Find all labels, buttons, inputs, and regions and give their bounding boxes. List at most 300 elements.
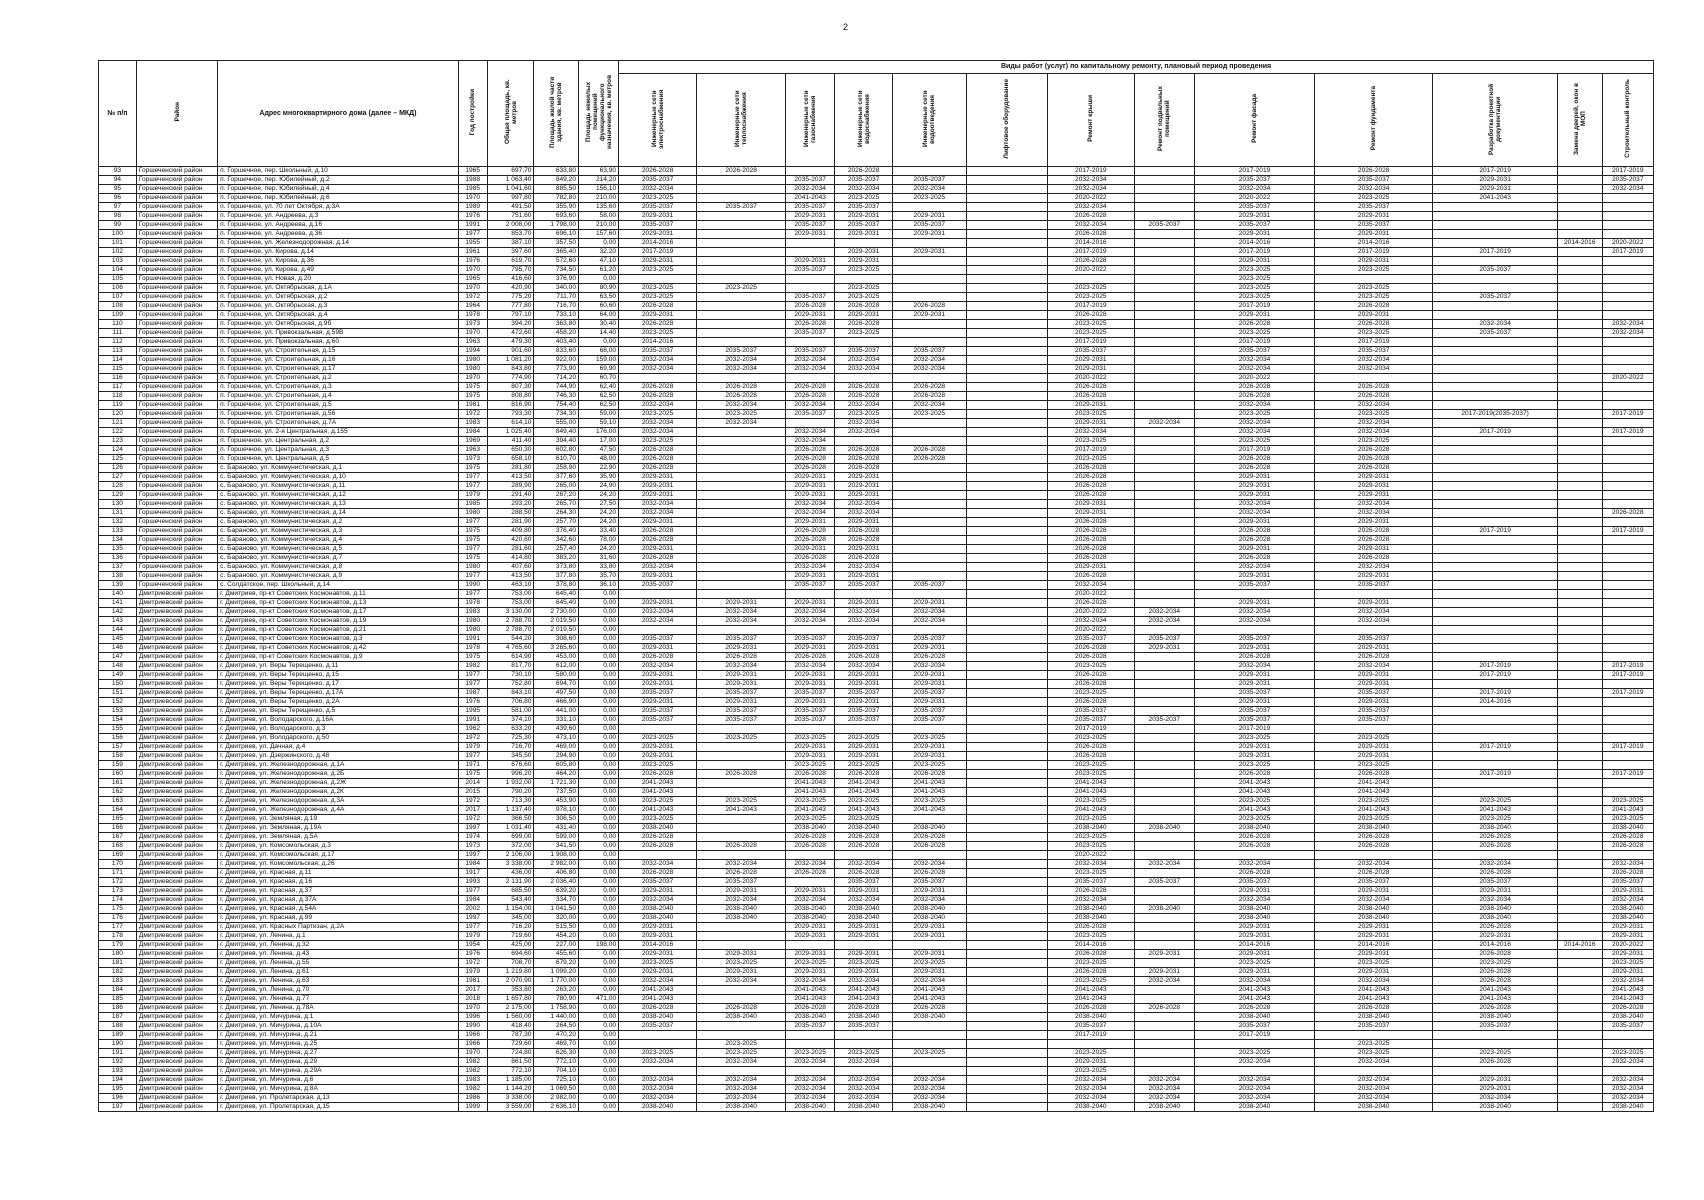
table-row <box>99 977 1654 986</box>
cell-total-area: 289,90 <box>487 482 534 491</box>
cell-construction-control: 2041-2043 <box>1602 986 1653 995</box>
cell-doors-windows <box>1557 869 1602 878</box>
cell-facade-repair: 2014-2016 <box>1194 941 1314 950</box>
cell-district: Горшеченский район <box>136 572 217 581</box>
cell-facade-repair: 2032-2034 <box>1194 365 1314 374</box>
cell-construction-control <box>1602 365 1653 374</box>
cell-elevator <box>966 842 1047 851</box>
cell-living-area: 2 730,00 <box>534 608 579 617</box>
cell-sewer-networks <box>893 203 967 212</box>
cell-basement-repair <box>1134 167 1194 176</box>
cell-basement-repair: 2038-2040 <box>1134 1103 1194 1112</box>
cell-facade-repair: 2035-2037 <box>1194 221 1314 230</box>
table-row <box>99 680 1654 689</box>
cell-roof-repair: 2023-2025 <box>1047 959 1134 968</box>
cell-nonresidential-area: 80,90 <box>579 284 619 293</box>
cell-elevator <box>966 788 1047 797</box>
cell-year-built: 1954 <box>458 941 487 950</box>
table-row <box>99 698 1654 707</box>
cell-water-networks: 2026-2028 <box>835 464 893 473</box>
cell-sewer-networks <box>893 563 967 572</box>
cell-doors-windows <box>1557 833 1602 842</box>
cell-living-area: 2 982,00 <box>534 860 579 869</box>
cell-construction-control: 2035-2037 <box>1602 176 1653 185</box>
cell-year-built: 1970 <box>458 374 487 383</box>
cell-nonresidential-area: 0,00 <box>579 950 619 959</box>
cell-living-area: 263,20 <box>534 986 579 995</box>
cell-row-num: 177 <box>99 923 137 932</box>
cell-design-documentation: 2029-2031 <box>1433 176 1558 185</box>
cell-water-networks: 2041-2043 <box>835 788 893 797</box>
cell-nonresidential-area: 0,00 <box>579 707 619 716</box>
cell-district: Горшеченский район <box>136 230 217 239</box>
cell-total-area: 413,50 <box>487 473 534 482</box>
cell-design-documentation: 2041-2043 <box>1433 806 1558 815</box>
cell-basement-repair <box>1134 239 1194 248</box>
cell-district: Дмитриевский район <box>136 986 217 995</box>
cell-elevator <box>966 1049 1047 1058</box>
cell-total-area: 414,80 <box>487 554 534 563</box>
cell-nonresidential-area: 24,20 <box>579 545 619 554</box>
cell-row-num: 197 <box>99 1103 137 1112</box>
cell-roof-repair: 2023-2025 <box>1047 932 1134 941</box>
cell-year-built: 1984 <box>458 860 487 869</box>
cell-gas-networks: 2041-2043 <box>786 788 835 797</box>
cell-design-documentation <box>1433 788 1558 797</box>
cell-address: с. Бараново, ул. Коммунистическая, д.8 <box>218 563 459 572</box>
table-row <box>99 1040 1654 1049</box>
cell-construction-control <box>1602 1040 1653 1049</box>
cell-facade-repair: 2026-2028 <box>1194 869 1314 878</box>
cell-sewer-networks: 2023-2025 <box>893 734 967 743</box>
cell-year-built: 1995 <box>458 707 487 716</box>
cell-foundation-repair: 2023-2025 <box>1315 1040 1433 1049</box>
cell-living-area: 473,10 <box>534 734 579 743</box>
cell-living-area: 725,10 <box>534 1076 579 1085</box>
cell-living-area: 377,60 <box>534 473 579 482</box>
cell-row-num: 94 <box>99 176 137 185</box>
cell-construction-control <box>1602 734 1653 743</box>
cell-total-area: 366,50 <box>487 815 534 824</box>
cell-electric-networks: 2032-2034 <box>619 563 697 572</box>
cell-address: п. Горшечное, пер. Юбилейный, д.4 <box>218 185 459 194</box>
cell-year-built: 1975 <box>458 392 487 401</box>
cell-address: г. Дмитриев, ул. Ленина, д.32 <box>218 941 459 950</box>
cell-water-networks: 2029-2031 <box>835 572 893 581</box>
cell-sewer-networks: 2026-2028 <box>893 383 967 392</box>
cell-construction-control: 2026-2028 <box>1602 833 1653 842</box>
cell-year-built: 2018 <box>458 995 487 1004</box>
cell-address: г. Дмитриев, ул. Железнодорожная, д.2Б <box>218 770 459 779</box>
cell-district: Дмитриевский район <box>136 1022 217 1031</box>
cell-facade-repair: 2023-2025 <box>1194 437 1314 446</box>
cell-electric-networks: 2035-2037 <box>619 176 697 185</box>
cell-elevator <box>966 797 1047 806</box>
cell-district: Горшеченский район <box>136 203 217 212</box>
cell-heating-networks <box>697 212 786 221</box>
cell-foundation-repair: 2023-2025 <box>1315 194 1433 203</box>
cell-heating-networks: 2032-2034 <box>697 419 786 428</box>
cell-gas-networks <box>786 1040 835 1049</box>
cell-gas-networks <box>786 374 835 383</box>
cell-roof-repair: 2023-2025 <box>1047 293 1134 302</box>
cell-elevator <box>966 950 1047 959</box>
cell-district: Горшеченский район <box>136 365 217 374</box>
table-row <box>99 572 1654 581</box>
cell-foundation-repair: 2038-2040 <box>1315 824 1433 833</box>
cell-elevator <box>966 572 1047 581</box>
cell-foundation-repair: 2023-2025 <box>1315 437 1433 446</box>
cell-year-built: 1977 <box>458 518 487 527</box>
cell-construction-control: 2017-2019 <box>1602 167 1653 176</box>
cell-district: Горшеченский район <box>136 275 217 284</box>
table-row <box>99 1067 1654 1076</box>
cell-roof-repair: 2023-2025 <box>1047 662 1134 671</box>
cell-nonresidential-area: 59,10 <box>579 419 619 428</box>
cell-address: с. Бараново, ул. Коммунистическая, д.12 <box>218 491 459 500</box>
cell-sewer-networks: 2032-2034 <box>893 662 967 671</box>
cell-living-area: 696,10 <box>534 230 579 239</box>
cell-construction-control: 2020-2022 <box>1602 239 1653 248</box>
cell-construction-control <box>1602 392 1653 401</box>
cell-heating-networks: 2026-2028 <box>697 167 786 176</box>
cell-total-area: 1 081,20 <box>487 356 534 365</box>
cell-construction-control <box>1602 383 1653 392</box>
cell-year-built: 1996 <box>458 1013 487 1022</box>
cell-sewer-networks: 2026-2028 <box>893 392 967 401</box>
table-row <box>99 545 1654 554</box>
cell-living-area: 264,30 <box>534 509 579 518</box>
cell-elevator <box>966 878 1047 887</box>
cell-address: г. Дмитриев, ул. Комсомольская, д.26 <box>218 860 459 869</box>
cell-total-area: 1 154,00 <box>487 905 534 914</box>
cell-address: п. Горшечное, ул. Привокзальная, д.60 <box>218 338 459 347</box>
cell-gas-networks: 2026-2028 <box>786 770 835 779</box>
table-row <box>99 536 1654 545</box>
cell-nonresidential-area: 0,00 <box>579 1004 619 1013</box>
cell-doors-windows <box>1557 1067 1602 1076</box>
cell-elevator <box>966 608 1047 617</box>
cell-elevator <box>966 482 1047 491</box>
cell-gas-networks: 2029-2031 <box>786 257 835 266</box>
cell-construction-control: 2032-2034 <box>1602 185 1653 194</box>
cell-design-documentation: 2035-2037 <box>1433 1022 1558 1031</box>
cell-water-networks: 2029-2031 <box>835 968 893 977</box>
cell-foundation-repair: 2041-2043 <box>1315 995 1433 1004</box>
cell-district: Дмитриевский район <box>136 590 217 599</box>
cell-water-networks: 2029-2031 <box>835 599 893 608</box>
cell-address: г. Дмитриев, ул. Ленина, д.61 <box>218 968 459 977</box>
cell-foundation-repair <box>1315 725 1433 734</box>
cell-construction-control <box>1602 212 1653 221</box>
cell-elevator <box>966 599 1047 608</box>
cell-design-documentation <box>1433 545 1558 554</box>
cell-year-built: 1977 <box>458 671 487 680</box>
cell-district: Дмитриевский район <box>136 1040 217 1049</box>
cell-nonresidential-area: 471,00 <box>579 995 619 1004</box>
cell-year-built: 1970 <box>458 194 487 203</box>
cell-facade-repair: 2032-2034 <box>1194 563 1314 572</box>
col-num-header: № п/п <box>99 61 137 167</box>
cell-year-built: 1977 <box>458 923 487 932</box>
cell-gas-networks: 2041-2043 <box>786 995 835 1004</box>
cell-elevator <box>966 617 1047 626</box>
cell-elevator <box>966 581 1047 590</box>
cell-foundation-repair: 2032-2034 <box>1315 428 1433 437</box>
cell-elevator <box>966 851 1047 860</box>
cell-doors-windows <box>1557 473 1602 482</box>
cell-facade-repair: 2041-2043 <box>1194 806 1314 815</box>
cell-year-built: 1978 <box>458 311 487 320</box>
cell-row-num: 124 <box>99 446 137 455</box>
cell-gas-networks <box>786 626 835 635</box>
cell-construction-control: 2032-2034 <box>1602 1076 1653 1085</box>
cell-sewer-networks: 2026-2028 <box>893 869 967 878</box>
cell-roof-repair: 2026-2028 <box>1047 680 1134 689</box>
cell-electric-networks: 2029-2031 <box>619 698 697 707</box>
table-row <box>99 878 1654 887</box>
cell-elevator <box>966 203 1047 212</box>
cell-basement-repair: 2035-2037 <box>1134 716 1194 725</box>
cell-address: п. Горшечное, ул. Кирова, д.49 <box>218 266 459 275</box>
cell-row-num: 178 <box>99 932 137 941</box>
cell-total-area: 1 041,60 <box>487 185 534 194</box>
cell-address: г. Дмитриев, пр-кт Советских Космонавтов, д.9 <box>218 653 459 662</box>
cell-construction-control <box>1602 545 1653 554</box>
cell-facade-repair: 2041-2043 <box>1194 986 1314 995</box>
cell-facade-repair: 2032-2034 <box>1194 608 1314 617</box>
cell-address: г. Дмитриев, ул. Земляная, д.19 <box>218 815 459 824</box>
cell-foundation-repair: 2023-2025 <box>1315 1049 1433 1058</box>
cell-row-num: 118 <box>99 392 137 401</box>
cell-foundation-repair: 2023-2025 <box>1315 797 1433 806</box>
cell-elevator <box>966 527 1047 536</box>
cell-roof-repair <box>1047 275 1134 284</box>
cell-design-documentation: 2035-2037 <box>1433 293 1558 302</box>
cell-elevator <box>966 554 1047 563</box>
cell-address: с. Бараново, ул. Коммунистическая, д.3 <box>218 527 459 536</box>
cell-electric-networks: 2029-2031 <box>619 743 697 752</box>
cell-doors-windows <box>1557 527 1602 536</box>
cell-design-documentation: 2017-2019 <box>1433 689 1558 698</box>
cell-roof-repair: 2026-2028 <box>1047 572 1134 581</box>
cell-living-area: 885,50 <box>534 185 579 194</box>
cell-total-area: 479,30 <box>487 338 534 347</box>
cell-living-area: 403,40 <box>534 338 579 347</box>
cell-design-documentation <box>1433 626 1558 635</box>
cell-electric-networks: 2038-2040 <box>619 1103 697 1112</box>
table-row <box>99 284 1654 293</box>
cell-total-area: 353,80 <box>487 986 534 995</box>
cell-water-networks: 2041-2043 <box>835 986 893 995</box>
cell-water-networks: 2023-2025 <box>835 194 893 203</box>
cell-water-networks: 2029-2031 <box>835 644 893 653</box>
cell-gas-networks: 2029-2031 <box>786 572 835 581</box>
cell-row-num: 148 <box>99 662 137 671</box>
cell-foundation-repair: 2023-2025 <box>1315 815 1433 824</box>
cell-total-area: 1 144,20 <box>487 1085 534 1094</box>
cell-year-built: 1961 <box>458 248 487 257</box>
cell-facade-repair: 2029-2031 <box>1194 230 1314 239</box>
cell-construction-control: 2032-2034 <box>1602 1058 1653 1067</box>
cell-doors-windows <box>1557 923 1602 932</box>
cell-heating-networks <box>697 626 786 635</box>
cell-nonresidential-area: 0,00 <box>579 599 619 608</box>
cell-elevator <box>966 689 1047 698</box>
cell-address: г. Дмитриев, ул. Мичурина, д.29 <box>218 1058 459 1067</box>
cell-basement-repair <box>1134 761 1194 770</box>
cell-living-area: 363,80 <box>534 320 579 329</box>
cell-design-documentation <box>1433 401 1558 410</box>
cell-row-num: 192 <box>99 1058 137 1067</box>
cell-district: Горшеченский район <box>136 383 217 392</box>
cell-total-area: 808,80 <box>487 392 534 401</box>
cell-row-num: 107 <box>99 293 137 302</box>
cell-district: Горшеченский район <box>136 392 217 401</box>
cell-construction-control <box>1602 653 1653 662</box>
cell-design-documentation <box>1433 635 1558 644</box>
cell-sewer-networks: 2023-2025 <box>893 1049 967 1058</box>
cell-roof-repair: 2020-2022 <box>1047 194 1134 203</box>
cell-heating-networks: 2023-2025 <box>697 1049 786 1058</box>
cell-nonresidential-area: 0,00 <box>579 806 619 815</box>
cell-water-networks: 2035-2037 <box>835 347 893 356</box>
cell-basement-repair <box>1134 725 1194 734</box>
cell-basement-repair <box>1134 509 1194 518</box>
cell-row-num: 187 <box>99 1013 137 1022</box>
cell-heating-networks <box>697 257 786 266</box>
cell-nonresidential-area: 64,00 <box>579 311 619 320</box>
cell-nonresidential-area: 0,00 <box>579 680 619 689</box>
cell-row-num: 186 <box>99 1004 137 1013</box>
cell-sewer-networks <box>893 500 967 509</box>
cell-facade-repair: 2035-2037 <box>1194 689 1314 698</box>
cell-nonresidential-area: 0,00 <box>579 797 619 806</box>
cell-design-documentation: 2026-2028 <box>1433 950 1558 959</box>
cell-gas-networks <box>786 1067 835 1076</box>
cell-sewer-networks: 2029-2031 <box>893 680 967 689</box>
cell-foundation-repair: 2026-2028 <box>1315 833 1433 842</box>
cell-year-built: 1980 <box>458 626 487 635</box>
cell-living-area: 394,40 <box>534 437 579 446</box>
cell-roof-repair: 2026-2028 <box>1047 1004 1134 1013</box>
cell-year-built: 1973 <box>458 455 487 464</box>
cell-total-area: 543,40 <box>487 896 534 905</box>
cell-foundation-repair: 2041-2043 <box>1315 986 1433 995</box>
cell-year-built: 1976 <box>458 698 487 707</box>
cell-total-area: 901,60 <box>487 347 534 356</box>
cell-electric-networks: 2041-2043 <box>619 986 697 995</box>
cell-electric-networks: 2029-2031 <box>619 887 697 896</box>
cell-design-documentation <box>1433 284 1558 293</box>
cell-facade-repair: 2029-2031 <box>1194 572 1314 581</box>
cell-heating-networks: 2032-2034 <box>697 617 786 626</box>
cell-living-area: 406,80 <box>534 869 579 878</box>
cell-row-num: 110 <box>99 320 137 329</box>
cell-district: Дмитриевский район <box>136 788 217 797</box>
work-type-header: Лифтовое оборудование <box>966 74 1047 167</box>
cell-water-networks: 2026-2028 <box>835 392 893 401</box>
cell-nonresidential-area: 0,00 <box>579 1022 619 1031</box>
cell-design-documentation <box>1433 716 1558 725</box>
cell-construction-control <box>1602 716 1653 725</box>
cell-water-networks: 2026-2028 <box>835 833 893 842</box>
cell-foundation-repair: 2035-2037 <box>1315 635 1433 644</box>
cell-facade-repair: 2038-2040 <box>1194 905 1314 914</box>
cell-row-num: 112 <box>99 338 137 347</box>
cell-heating-networks: 2029-2031 <box>697 698 786 707</box>
cell-facade-repair: 2023-2025 <box>1194 1049 1314 1058</box>
cell-district: Дмитриевский район <box>136 1049 217 1058</box>
cell-district: Дмитриевский район <box>136 779 217 788</box>
cell-heating-networks <box>697 941 786 950</box>
cell-facade-repair: 2032-2034 <box>1194 1094 1314 1103</box>
cell-construction-control: 2029-2031 <box>1602 968 1653 977</box>
cell-roof-repair: 2029-2031 <box>1047 563 1134 572</box>
cell-construction-control <box>1602 725 1653 734</box>
cell-total-area: 281,90 <box>487 518 534 527</box>
cell-doors-windows <box>1557 662 1602 671</box>
cell-year-built: 1983 <box>458 1076 487 1085</box>
cell-design-documentation <box>1433 473 1558 482</box>
cell-gas-networks: 2035-2037 <box>786 221 835 230</box>
cell-nonresidential-area: 0,00 <box>579 617 619 626</box>
cell-electric-networks: 2035-2037 <box>619 689 697 698</box>
table-row <box>99 464 1654 473</box>
cell-living-area: 441,00 <box>534 707 579 716</box>
cell-doors-windows <box>1557 1040 1602 1049</box>
cell-water-networks: 2032-2034 <box>835 500 893 509</box>
cell-doors-windows <box>1557 626 1602 635</box>
cell-row-num: 154 <box>99 716 137 725</box>
cell-elevator <box>966 941 1047 950</box>
cell-living-area: 264,50 <box>534 1022 579 1031</box>
cell-gas-networks <box>786 878 835 887</box>
cell-water-networks: 2023-2025 <box>835 1049 893 1058</box>
cell-foundation-repair: 2032-2034 <box>1315 563 1433 572</box>
cell-total-area: 619,70 <box>487 257 534 266</box>
cell-elevator <box>966 446 1047 455</box>
cell-sewer-networks: 2041-2043 <box>893 788 967 797</box>
cell-address: п. Горшечное, ул. Строительная, д.7А <box>218 419 459 428</box>
cell-roof-repair: 2032-2034 <box>1047 581 1134 590</box>
cell-electric-networks: 2026-2028 <box>619 383 697 392</box>
table-row <box>99 554 1654 563</box>
cell-living-area: 694,70 <box>534 680 579 689</box>
cell-nonresidential-area: 0,00 <box>579 779 619 788</box>
cell-district: Горшеченский район <box>136 509 217 518</box>
cell-basement-repair <box>1134 248 1194 257</box>
cell-address: п. Горшечное, ул. Новая, д.20 <box>218 275 459 284</box>
cell-year-built: 1980 <box>458 617 487 626</box>
cell-foundation-repair: 2023-2025 <box>1315 734 1433 743</box>
cell-water-networks: 2032-2034 <box>835 356 893 365</box>
cell-facade-repair: 2035-2037 <box>1194 1022 1314 1031</box>
cell-sewer-networks: 2032-2034 <box>893 365 967 374</box>
cell-construction-control <box>1602 500 1653 509</box>
cell-gas-networks <box>786 941 835 950</box>
cell-electric-networks: 2029-2031 <box>619 491 697 500</box>
cell-elevator <box>966 185 1047 194</box>
cell-facade-repair <box>1194 851 1314 860</box>
cell-doors-windows <box>1557 887 1602 896</box>
cell-design-documentation: 2026-2028 <box>1433 1058 1558 1067</box>
cell-sewer-networks: 2032-2034 <box>893 1085 967 1094</box>
cell-doors-windows <box>1557 986 1602 995</box>
cell-water-networks: 2029-2031 <box>835 698 893 707</box>
cell-elevator <box>966 356 1047 365</box>
cell-nonresidential-area: 0,00 <box>579 959 619 968</box>
